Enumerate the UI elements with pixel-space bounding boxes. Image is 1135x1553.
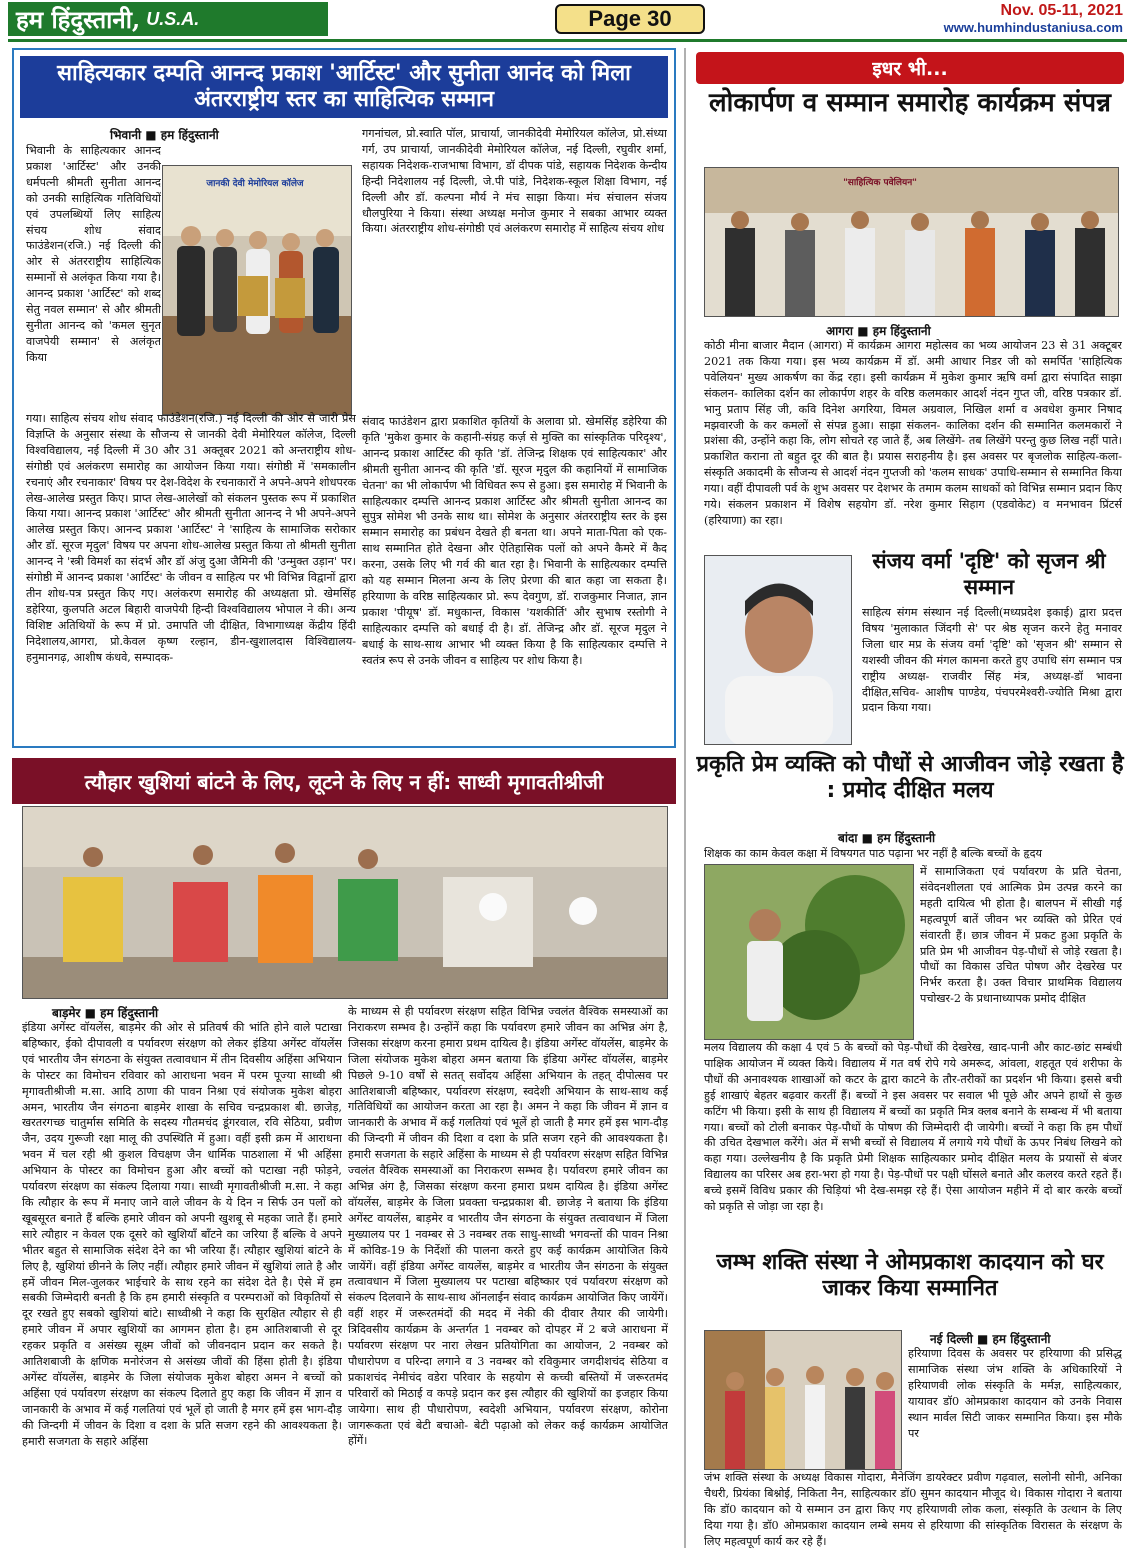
story1-photo	[162, 165, 352, 415]
sidebar-s3-headline: प्रकृति प्रेम व्यक्ति को पौधों से आजीवन जोड़े रखता है : प्रमोद दीक्षित मलय	[696, 752, 1124, 803]
story1-col2-top-text: गगनांचल, प्रो.स्वाति पॉल, प्राचार्या, जानकीदेवी मेमोरियल कॉलेज, प्रो.संध्या गर्ग, उप प्राचार्या, जानकीदेवी मेमोरियल कॉलेज, नई दिल्ली, रघुवीर शर्मा, सहायक निदेशक-राजभाषा विभाग, डॉ दीपक पांडे, सहायक निदेशक केन्दीय हिन्दी निदेशालय नई दिल्ली, जे.पी पांडे, निदेशक-स्कूल शिक्षा विभाग, नई दिल्ली और डॉ. कल्पना मौर्य ने मंच साझा किया। मंच संचालन संजय धौलपुरिया ने किया। संस्था अध्यक्ष मनोज कुमार ने सबका आभार व्यक्त किया। अंतरराष्ट्रीय शोध-संगोष्ठी एवं अलंकरण समारोह में साहित्य संचय शोध	[362, 127, 667, 236]
sidebar-s4-photo	[704, 1330, 902, 1470]
issue-date: Nov. 05-11, 2021	[1000, 2, 1123, 19]
sidebar-s1-byline: आगरा ■ हम हिंदुस्तानी	[826, 324, 931, 338]
sidebar-s4-headline: जम्भ शक्ति संस्था ने ओमप्रकाश कादयान को घर जाकर किया सम्मानित	[716, 1250, 1104, 1301]
story1-byline: भिवानी ■ हम हिंदुस्तानी	[110, 128, 219, 142]
story2-col2: के माध्यम से ही पर्यावरण संरक्षण सहित विभिन्न ज्वलंत वैश्विक समस्याओं का निराकरण सम्भव है। उन्होंनें कहा कि पर्यावरण हमारे जीवन का अभिन्न अंग है, जिसका संरक्षण करना हमारा प्रथम दायित्व है। इंडिया अगेंस्ट वॉयलेंस, बाड़मेर के जिला संयोजक मुकेश बोहरा अमन बताया कि इंडिया अगेंस्ट वॉयलेंस, बाड़मेर पिछले 9-10 वर्षों से सतत् सर्वोदय अहिंसा अभियान के तहत् दीपोत्सव पर आतिशबाजी बहिष्कार, पर्यावरण संरक्षण, स्वदेशी अभियान के साथ-साथ कई गतिविधियों का आयोजन करता आ रहा है। अमन ने कहा कि जीवन में ज्ञान व जानकारी के अभाव में कई गलतियां एवं भूलें हो जाती है मगर हमें इस भाग-दौड़ की जिन्दगी में जीवन की दिशा व दशा के प्रति सजग रहने की आवश्यकता है। हमारी सजगता के सहारे अहिंसा के माध्यम से ही पर्यावरण संरक्षण सहित विभिन्न ज्वलंत वैश्विक समस्याओं का निराकरण सम्भव है। पर्यावरण हमारे जीवन का अभिन्न अंग है, जिसका संरक्षण करना हमारा प्रथम दायित्व है। इंडिया अगेंस्ट वॉयलेंस, बाड़मेर के जिला प्रवक्ता चन्द्रप्रकाश बी. छाजेड़ ने बताया कि इंडिया अगेंस्ट वायलेंस, बाड़मेर व भारतीय जैन संगठना के संयुक्त तत्वावधान में जिला मुख्यालय पर 1 नवम्बर से 3 नवम्बर तक साधु-साध्वी भगवन्तों की पावन निश्रा में कोविड-19 के निर्देशों की पालना करते हुए कई कार्यक्रम आयोजित किये जायेंगें। वहीं इंडिया अगेंस्ट वायलेंस, बाड़मेर व भारतीय जैन संगठना के संयुक्त तत्वावधान में जिला मुख्यालय पर पटाखा बहिष्कार एवं पर्यावरण संरक्षण को संकल्प दिलवाने के साथ-साथ ऑनलाईन संवाद कार्यक्रम आयोजित किए जायेंगें। वहीं शहर में जरूरतमंदों की मदद में नेकी की दीवार तैयार की जायेगी। त्रिदिवसीय कार्यक्रम के अन्तर्गत 1 नवम्बर को दोपहर में 2 बजे आराधना में पर्यावरण संरक्षण पर नारा लेखन प्रतियोगिता का आयोजन, 2 नवम्बर को पौधारोपण व परिन्दा लगाने व 3 नवम्बर को रविकुमार जगदीशचंद सेठिया व प्रकाशचंद नेमीचंद वडेरा परिवार के सहयोग से कच्ची बस्तियों में जरूरतमंद परिवारों को मिठाई व कपड़े प्रदान कर इस त्यौहार की खुशियों का इजहार किया जायेगा। साथ ही पौधारोपण, स्वदेशी अभियान, पर्यावरण संरक्षण, कोरोना जागरूकता एवं बेटी बचाओ- बेटी पढ़ाओ को लेकर कई कार्यक्रम आयोजित होंगें।	[348, 1005, 668, 1448]
sidebar-s1-photo-banner: "साहित्यिक पवेलियन"	[843, 178, 917, 188]
sidebar-s2-text: साहित्य संगम संस्थान नई दिल्ली(मध्यप्रदेश इकाई) द्वारा प्रदत्त विषय 'मुलाकात जिंदगी से' पर श्रेष्ठ सृजन करने हेतु मनावर जिला धार मप्र के संजय वर्मा 'दृष्टि' को 'सृजन श्री' सम्मान से यशस्वी जीवन की मंगल कामना करते हुए उपाधि संग सम्मान पत्र राष्ट्रीय अध्यक्ष- राजवीर सिंह मंत्र, अध्यक्ष-डॉ भावना दीक्षित,सचिव- आशीष पाण्डेय, पंचपरमेश्वरी-ज्योति मिश्रा द्वारा प्रदान किया गया।	[862, 606, 1122, 715]
sidebar-s3-text: मलय विद्यालय की कक्षा 4 एवं 5 के बच्चों को पेड़-पौधों की देखरेख, खाद-पानी और काट-छांट सम्बंधी पाक्षिक आयोजन में व्यक्त किये। विद्यालय में गत वर्ष रोपे गये अमरूद, आंवला, शहतूत एवं शरीफा के पौधों की अनावश्यक शाखाओं को कटर के द्वारा काटने के तौर-तरीकों का प्रदर्शन भी किया। इससे बची हुई शाखाएं बेहतर बढ़वार करतीं हैं। बच्चों ने इस अवसर पर सवाल भी पूछे और अपने हाथों से कुछ कटिंग भी किया। इसी के साथ ही विद्यालय में बच्चों का प्रकृति मित्र क्लब बनाने के सम्बन्ध में भी बताया गया। बच्चों को टोली बनाकर पेड़-पौधों के पोषण की जिम्मेदारी दी जायेगी। बच्चों ने कहा कि हम पौधों की उचित देखभाल करेंगे। अंत में सभी बच्चों से विद्यालय में लगाये गये पौधों के ऊपर निबंध लिखने को कहा गया। उल्लेखनीय है कि प्रकृति प्रेमी शिक्षक साहित्यकार प्रमोद दीक्षित मलय के प्रयासों से बंजर विद्यालय का परिसर अब हरा-भरा हो गया है। पेड़-पौधों पर पक्षी घोंसले बनाते और कलरव करते रहते हैं। बच्चे इसमें विविध प्रकार की चिड़ियां भी देख-समझ रहे हैं। ऐसा आयोजन महीने में दो बार करके बच्चों को प्रकृति से जोड़ा जा रहा है।	[704, 1041, 1122, 1214]
book-launch-image	[705, 168, 1119, 317]
idhar-bhi-banner: इधर भी...	[696, 52, 1124, 84]
newspaper-title	[8, 2, 328, 36]
sidebar-s4-byline: नई दिल्ली ■ हम हिंदुस्तानी	[930, 1332, 1051, 1346]
story2-headline: त्यौहार खुशियां बांटने के लिए, लूटने के लिए न हीं: साध्वी मृगावतीश्रीजी	[12, 758, 676, 804]
masthead-info	[944, 2, 1123, 35]
masthead-rule	[8, 39, 1127, 42]
page-number: Page 30	[555, 4, 705, 34]
story1-photo-banner: जानकी देवी मेमोरियल कॉलेज	[206, 179, 304, 189]
story1-col1-top: भिवानी के साहित्यकार आनन्द प्रकाश 'आर्टिस्ट' और उनकी धर्मपत्नी श्रीमती सुनीता आनन्द को उनकी साहित्यिक गतिविधियों एवं उपलब्धियों लिए साहित्य संचय शोध संवाद फाउंडेशन(रजि.) नई दिल्ली की ओर से अंतरराष्ट्रीय साहित्यिक सम्मानों से अलंकृत किया गया है। आनन्द प्रकाश 'आर्टिस्ट' को शब्द सेतु नवल सम्मान' से और श्रीमती सुनीता आनन्द को 'कमल सुनृत वाजपेयी सम्मान' से अलंकृत किया	[26, 144, 161, 364]
title-usa: U.S.A.	[146, 8, 200, 29]
story1-col2-bottom: संवाद फाउंडेशन द्वारा प्रकाशित कृतियों के अलावा प्रो. खेमसिंह डहेरिया की कृति 'मुकेश कुमार के कहानी-संग्रह कर्ज़ से मुक्ति का सांस्कृतिक परिदृश्य', आनन्द प्रकाश आर्टिस्ट की कृति 'डॉ. तेजिन्द्र शिक्षक एवं साहित्यकार' और श्रीमती सुनीता आनन्द की कृति 'डॉ. सूरज मृदुल की कहानियों में सामाजिक चेतना' का भी लोकार्पण भी विधिवत रूप से हुआ। इस समारोह में भिवानी के साहित्यकार दम्पत्ति आनन्द प्रकाश आर्टिस्ट और श्रीमती सुनीता आनन्द का सुपुत्र सोमेश भी उनके साथ था। सोमेश के अनुसार अंतरराष्ट्रीय स्तर के इस सम्मान समारोह का प्रबंधन देखते ही बनता था। अपने माता-पिता को एक-साथ सम्मानित होते देखना और ऐतिहासिक पलों को अपने कैमरे में कैद करना, उसके लिए भी गर्व की बात रहा है। भिवानी के साहित्यकार दम्पत्ति को यह सम्मान मिलना अन्य के लिए प्रेरणा की बात कहा जा सकता है। हरियाणा के वरिष्ठ साहित्यकार प्रो. रूप देवगुण, डॉ. राजकुमार निजात, ज्ञान प्रकाश 'पीयूष' डॉ. मधुकान्त, विकास 'यशकीर्ति' और सुभाष रस्तोगी ने साहित्यकार दम्पत्ति को बधाई दी है। डॉ. तेजिन्द्र और डॉ. सूरज मृदुल ने बधाई के साथ-साथ आभार भी व्यक्त किया है कि साहित्यकार दम्पत्ति ने स्वतंत्र रूप से उनके जीवन व साहित्य पर शोध किया है।	[362, 415, 667, 667]
sidebar-s1-photo	[704, 167, 1119, 317]
sidebar-s2-headline: संजय वर्मा 'दृष्टि' को सृजन श्री सम्मान	[872, 549, 1106, 600]
sidebar-s3-photo	[704, 864, 914, 1040]
story1-col1-bottom: गया। साहित्य संचय शोध संवाद फाउंडेशन(रजि.) नई दिल्ली की ओर से जारी प्रेस विज्ञप्ति के अनुसार संस्था के सौजन्य से जानकी देवी मेमोरियल कॉलेज, दिल्ली विश्वविद्यालय, नई दिल्ली में 30 और 31 अक्तूबर 2021 को अन्तराष्ट्रीय शोध-संगोष्ठी एवं अलंकरण समारोह का आयोजन किया गया। संगोष्ठी में 'समकालीन रचनाएं और रचनाकार' विषय पर देश-विदेश के रचनाकारों ने अपने-अपने शोधपरक लेख-आलेख प्रस्तुत किए। प्राप्त लेख-आलेखों को संकलन पुस्तक रूप में प्रकाशित किया गया। आनन्द प्रकाश 'आर्टिस्ट' और श्रीमती सुनीता आनन्द ने भी अपने-अपने आलेख प्रस्तुत किए। आनन्द प्रकाश 'आर्टिस्ट' ने 'साहित्य के सामाजिक सरोकार और डॉ. सूरज मृदुल' विषय पर अपना शोध-आलेख प्रस्तुत किया तो श्रीमती सुनीता आनन्द ने 'स्त्री विमर्श का संदर्भ और डॉ अंजु दुआ जैमिनी की 'उन्मुक्त उड़ान' पर। संगोष्ठी में आनन्द प्रकाश 'आर्टिस्ट' के जीवन व साहित्य पर भी विभिन्न विद्वानों द्वारा तीन शोध-पत्र प्रस्तुत किए गए। अलंकरण समारोह की अध्यक्षता प्रो. खेमसिंह डहेरिया, कुलपति अटल बिहारी वाजपेयी हिन्दी विश्वविद्यालय भोपाल ने की। अन्य विशिष्ट अतिथियों के रूप में प्रो. उमापति जी दीक्षित, विभागाध्यक्ष केंद्रीय हिंदी निदेशालय,आगरा, प्रो.केवल कृष्ण रल्हान, डीन-खुशालदास विश्विद्यालय-हनुमानगढ़, आशीष कंधवे, सम्पादक-	[26, 412, 356, 664]
sidebar-s2-photo	[704, 555, 852, 745]
story2-photo	[22, 806, 668, 999]
title-hindi: हम हिंदुस्तानी,	[16, 4, 141, 34]
sidebar-s1-headline: लोकार्पण व सम्मान समारोह कार्यक्रम संपन्न	[709, 88, 1111, 118]
award-ceremony-image	[163, 166, 352, 415]
poster-release-image	[23, 807, 668, 999]
sidebar-s1-text: कोठी मीना बाजार मैदान (आगरा) में कार्यक्रम आगरा महोत्सव का भव्य आयोजन 23 से 31 अक्टूबर 2021 तक किया गया। इस भव्य कार्यक्रम में डॉ. अमी आधार निडर जी को समर्पित 'साहित्यिक पवेलियन' मुख्य आकर्षण का केंद्र रहा। इसी कार्यक्रम में मुकेश कुमार ऋषि वर्मा द्वारा संपादित साझा संकलन- कालिका दर्शन का लोकार्पण शहर के वरिष्ठ कलमकार आदर्श नंदन गुप्त जी, वरिष्ठ पत्रकार डॉ. भानु प्रताप सिंह जी, कवि दिनेश अगरिया, विमल अग्रवाल, निखिल शर्मा व अवधेश कुमार निषाद मझवारजी के कर कमलों से संपन्न हुआ। साझा संकलन- कालिका दर्शन की सम्मानित कलमकारों ने प्रशंसा की, उन्होंने कहा कि, लोग सोचते रह जाते हैं, अब लिखेंगे- तब लिखेंगे परन्तु कुछ लिख नहीं पाते। प्रकाशित कराना तो बहुत दूर की बात है। प्रयास सराहनीय है। इस अवसर पर बृजलोक साहित्य-कला- संस्कृति अकादमी के सौजन्य से आदर्श नंदन गुप्तजी को 'कलम साधक' उपाधि-सम्मान से सम्मानित किया गया। वहीं दीपावली पर्व के शुभ अवसर पर देशभर के तमाम कलम साधकों को विभिन्न सम्मान प्रदान किए गये। संकलन प्रकाशन में विशेष सहयोग डॉ. नरेश कुमार सिहाग (एडवोकेट) व मनभावन प्रिंटर्स (हरियाणा) का रहा।	[704, 339, 1122, 527]
masthead	[0, 0, 1135, 38]
sidebar-s3-beside: में सामाजिकता एवं पर्यावरण के प्रति चेतना, संवेदनशीलता एवं आत्मिक प्रेम उत्पन्न करने का महती दायित्व भी होता है। बालपन में सीखी गई महत्वपूर्ण बातें जीवन भर व्यक्ति को प्रेरित एवं संवारती हैं। छात्र जीवन में प्रकट हुआ प्रकृति के प्रति प्रेम भी आजीवन पेड़-पौधों से जोड़े रखता है। पौधों का विकास उचित पोषण और देखरेख पर निर्भर करता है। उक्त विचार प्राथमिक विद्यालय पचोखर-2 के प्रधानाध्यापक प्रमोद दीक्षित	[920, 865, 1122, 1006]
sidebar-s3-intro: शिक्षक का काम केवल कक्षा में विषयगत पाठ पढ़ाना भर नहीं है बल्कि बच्चों के हृदय	[704, 847, 1043, 860]
sidebar-s3-byline: बांदा ■ हम हिंदुस्तानी	[838, 831, 936, 845]
felicitation-image	[705, 1331, 902, 1470]
sidebar-s4-text: जंभ शक्ति संस्था के अध्यक्ष विकास गोदारा, मैनेजिंग डायरेक्टर प्रवीण गढ़वाल, सलोनी सोनी, अनिका चैधरी, प्रियंका बिश्नोई, निकिता नैन, साहित्यकार डॉ0 सुमन कादयान मौजूद थे। विकास गोदारा ने बताया कि डॉ0 कादयान को ये सम्मान उन द्वारा किए गए हरियाणवी लोक कला, संस्कृति के उत्थान के लिए दिया गया है। डॉ0 ओमप्रकाश कादयान लम्बे समय से हरियाणा की सांस्कृतिक विरासत के संरक्षण के लिए महत्वपूर्ण कार्य कर रहे हैं।	[704, 1471, 1122, 1548]
story2-byline: बाड़मेर ■ हम हिंदुस्तानी	[52, 1006, 159, 1020]
column-divider	[684, 48, 686, 1548]
story1-headline: साहित्यकार दम्पति आनन्द प्रकाश 'आर्टिस्ट' और सुनीता आनंद को मिला अंतरराष्ट्रीय स्तर का साहित्यिक सम्मान	[20, 56, 668, 118]
story2-col1: इंडिया अगेंस्ट वॉयलेंस, बाड़मेर की ओर से प्रतिवर्ष की भांति होने वाले पटाखा बहिष्कार, ईको दीपावली व पर्यावरण संरक्षण को लेकर इंडिया अगेंस्ट वॉयलेंस एवं भारतीय जैन संगठना के संयुक्त तत्वावधान में तीन दिवसीय अहिंसा अभियान के पोस्टर का विमोचन रविवार को आराधना भवन में परम पूज्या साध्वी श्री मृगावतीश्रीजी म.सा. आदि ठाणा की पावन निश्रा एवं संयोजक मुकेश बोहरा अमन, भारतीय जैन संगठना बाड़मेर शाखा के सचिव चन्द्रप्रकाश बी. छाजेड़, खरतरगच्छ चातुर्मास समिति के सदस्य गौतमचंद डूंगरवाल, रवि सेठिया, प्रवीण जैन, उदय गुरूजी रक्षा मालू की उपस्थिति में हुआ। वहीं इसी क्रम में आराधना भवन में चल रही श्री कुशल विचक्षण जैन धार्मिक पाठशाला में भी अहिंसा अभियान के पोस्टर का विमोचन हुआ और बच्चों को पटाखा नही फोड़ने, पर्यावरण संरक्षण का संकल्प दिलाया गया। साध्वी मृगावतीश्रीजी म.सा. ने कहा कि त्यौहार के रूप में मनाए जाने वाले जीवन के ये दिन न सिर्फ उन पलों को खूबसूरत बनाते हैं बल्कि हमारे जीवन को अपनी खुशबू से महका जाते हैं। हमारे सारे त्यौहार न केवल एक दूसरे को खुशियाँ बाँटने का जरिया हैं बल्कि वे अपने भीतर बहुत से सामाजिक संदेश देने का भी जरिया हैं। त्यौहार खुशियां बांटने के लिए है, खुशियां छीनने के लिए नहीं। त्यौहार हमारे जीवन में खुशियां लाते है और हमें जीवन मिल-जुलकर भाईचारे के साथ रहने का संदेश देते है। ऐसे में हम सबकी जिम्मेदारी बनती है कि हम हमारी संस्कृति व परम्पराओं को विकृतियों से दूर रखते हुए सबको खुशियां बांटे। साध्वीश्री ने कहा कि सुरक्षित त्यौहार से ही हमारे जीवन में अपार खुशियों का आगमन होता है। हम आतिशबाजी से दूर रहकर प्रकृति व असंख्य सूक्ष्म जीवों को जीवनदान प्रदान कर सकते है। आतिशबाजी के क्षणिक मनोरंजन से असंख्य जीवों की हिंसा होती है। इंडिया अगेंस्ट वॉयलेंस, बाड़मेर के जिला संयोजक मुकेश बोहरा अमन ने बच्चों को अहिंसा एवं पर्यावरण संरक्षण का संकल्प दिलाते हुए कहा कि जीवन में ज्ञान व जानकारी के अभाव में कई गलतियां एवं भूलें हो जाती है मगर हमें इस भाग-दौड़ की जिन्दगी में जीवन के दिशा व दशा के प्रति सजग रहने की आवश्यकता है। हमारी सजगता के सहारे अहिंसा	[22, 1021, 342, 1448]
website-link[interactable]: www.humhindustaniusa.com	[943, 20, 1123, 35]
portrait-image	[705, 556, 852, 745]
sidebar-s4-beside: हरियाणा दिवस के अवसर पर हरियाणा की प्रसिद्ध सामाजिक संस्था जंभ शक्ति के अधिकारियों ने हरियाणवी लोक संस्कृति के मर्मज्ञ, साहित्यकार, यायावर डॉ0 ओमप्रकाश कादयान को उनके निवास स्थान मार्वल सिटी जाकर सम्मानित किया। इस मौके पर	[908, 1347, 1122, 1440]
plant-care-image	[705, 865, 914, 1040]
